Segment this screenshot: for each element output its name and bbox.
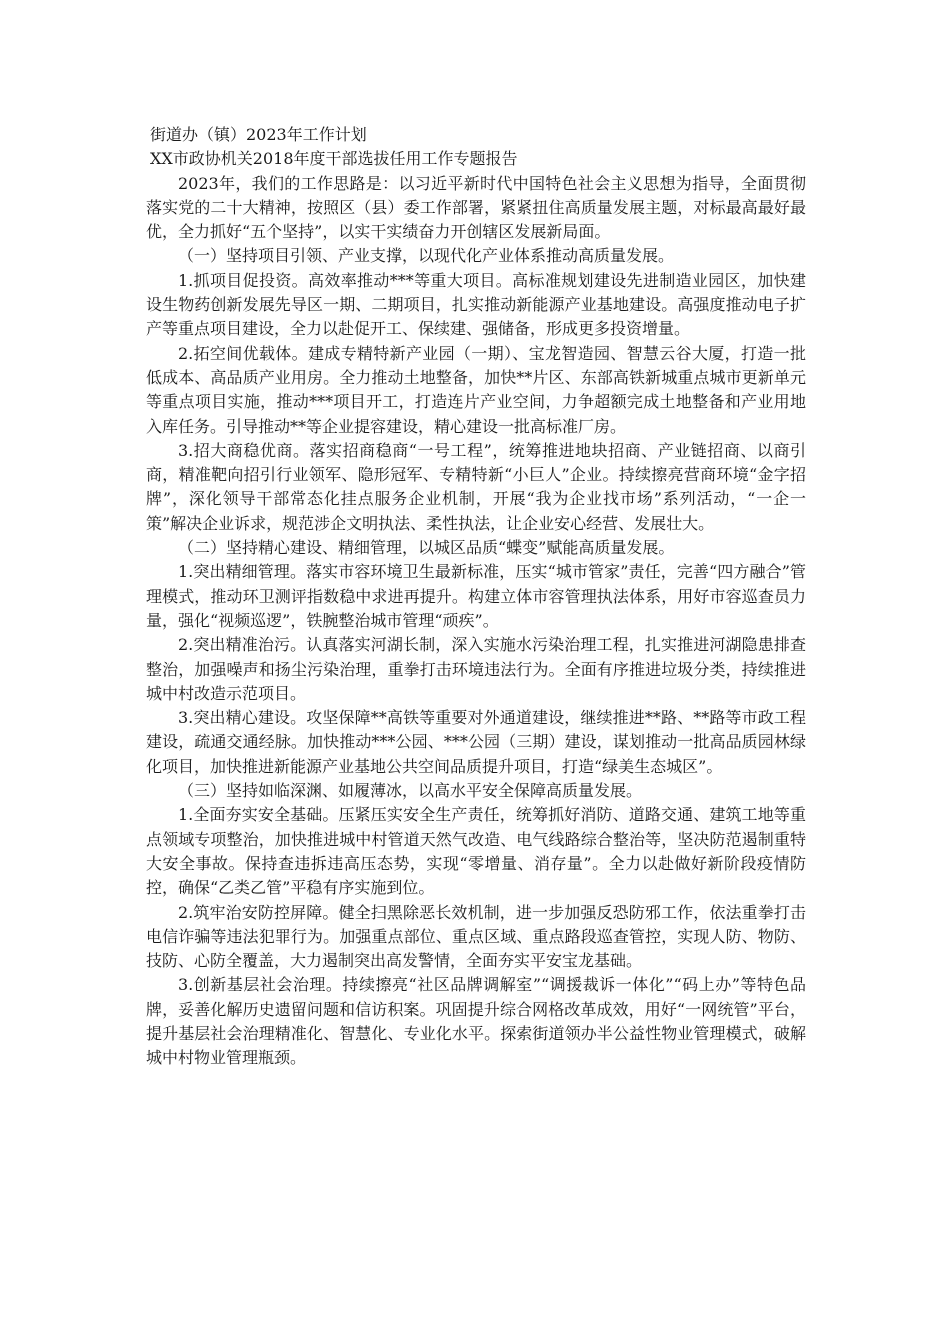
- paragraph-3-1: 1.全面夯实安全基础。压紧压实安全生产责任，统筹抓好消防、道路交通、建筑工地等重点领域专项整治，加快推进城中村管道天然气改造、电气线路综合整治等，坚决防范遏制重特大安全事故。保持查违拆违高压态势，实现“零增量、消存量”。全力以赴做好新阶段疫情防控，确保“乙类乙管”平稳有序实施到位。: [146, 805, 806, 898]
- paragraph-3-3: 3.创新基层社会治理。持续擦亮“社区品牌调解室”“调援裁诉一体化”“码上办”等特色品牌，妥善化解历史遗留问题和信访积案。巩固提升综合网格改革成效，用好“一网统管”平台，提升基层社会治理精准化、智慧化、专业化水平。探索街道领办半公益性物业管理模式，破解城中村物业管理瓶颈。: [146, 975, 806, 1068]
- paragraph-1-2: 2.拓空间优载体。建成专精特新产业园（一期）、宝龙智造园、智慧云谷大厦，打造一批低成本、高品质产业用房。全力推动土地整备，加快**片区、东部高铁新城重点城市更新单元等重点项目实施，推动***项目开工，打造连片产业空间，力争超额完成土地整备和产业用地入库任务。引导推动**等企业提容建设，精心建设一批高标准厂房。: [146, 343, 806, 436]
- paragraph-2-3: 3.突出精心建设。攻坚保障**高铁等重要对外通道建设，继续推进**路、**路等市政工程建设，疏通交通经脉。加快推动***公园、***公园（三期）建设，谋划推动一批高品质园林绿化项目，加快推进新能源产业基地公共空间品质提升项目，打造“绿美生态城区”。: [146, 708, 806, 776]
- paragraph-2-2: 2.突出精准治污。认真落实河湖长制，深入实施水污染治理工程，扎实推进河湖隐患排查整治，加强噪声和扬尘污染治理，重拳打击环境违法行为。全面有序推进垃圾分类，持续推进城中村改造示范项目。: [146, 635, 806, 703]
- section-heading-2: （二）坚持精心建设、精细管理，以城区品质“蝶变”赋能高质量发展。: [178, 538, 675, 558]
- intro-paragraph: 2023年，我们的工作思路是：以习近平新时代中国特色社会主义思想为指导，全面贯彻落实党的二十大精神，按照区（县）委工作部署，紧紧扭住高质量发展主题，对标最高最好最优，全力抓好“五个坚持”，以实干实绩奋力开创辖区发展新局面。: [146, 173, 806, 242]
- section-heading-3: （三）坚持如临深渊、如履薄冰，以高水平安全保障高质量发展。: [178, 781, 643, 801]
- document-body: [146, 123, 806, 1071]
- section-heading-1: （一）坚持项目引领、产业支撑，以现代化产业体系推动高质量发展。: [178, 246, 675, 266]
- paragraph-1-1: 1.抓项目促投资。高效率推动***等重大项目。高标准规划建设先进制造业园区，加快建设生物药创新发展先导区一期、二期项目，扎实推动新能源产业基地建设。高强度推动电子扩产等重点项目建设，全力以赴促开工、保续建、强储备，形成更多投资增量。: [146, 270, 806, 339]
- paragraph-3-2: 2.筑牢治安防控屏障。健全扫黑除恶长效机制，进一步加强反恐防邪工作，依法重拳打击电信诈骗等违法犯罪行为。加强重点部位、重点区域、重点路段巡查管控，实现人防、物防、技防、心防全覆盖，大力遏制突出高发警情，全面夯实平安宝龙基础。: [146, 902, 806, 971]
- paragraph-1-3: 3.招大商稳优商。落实招商稳商“一号工程”，统筹推进地块招商、产业链招商、以商引商，精准靶向招引行业领军、隐形冠军、专精特新“小巨人”企业。持续擦亮营商环境“金字招牌”，深化领导干部常态化挂点服务企业机制，开展“我为企业找市场”系列活动，“一企一策”解决企业诉求，规范涉企文明执法、柔性执法，让企业安心经营、发展壮大。: [146, 440, 806, 533]
- document-subtitle: XX市政协机关2018年度干部选拔任用工作专题报告: [150, 149, 518, 169]
- document-title: 街道办（镇）2023年工作计划: [150, 125, 367, 144]
- paragraph-2-1: 1.突出精细管理。落实市容环境卫生最新标准，压实“城市管家”责任，完善“四方融合”管理模式，推动环卫测评指数稳中求进再提升。构建立体市容管理执法体系，用好市容巡查员力量，强化“视频巡逻”，铁腕整治城市管理“顽疾”。: [146, 562, 806, 630]
